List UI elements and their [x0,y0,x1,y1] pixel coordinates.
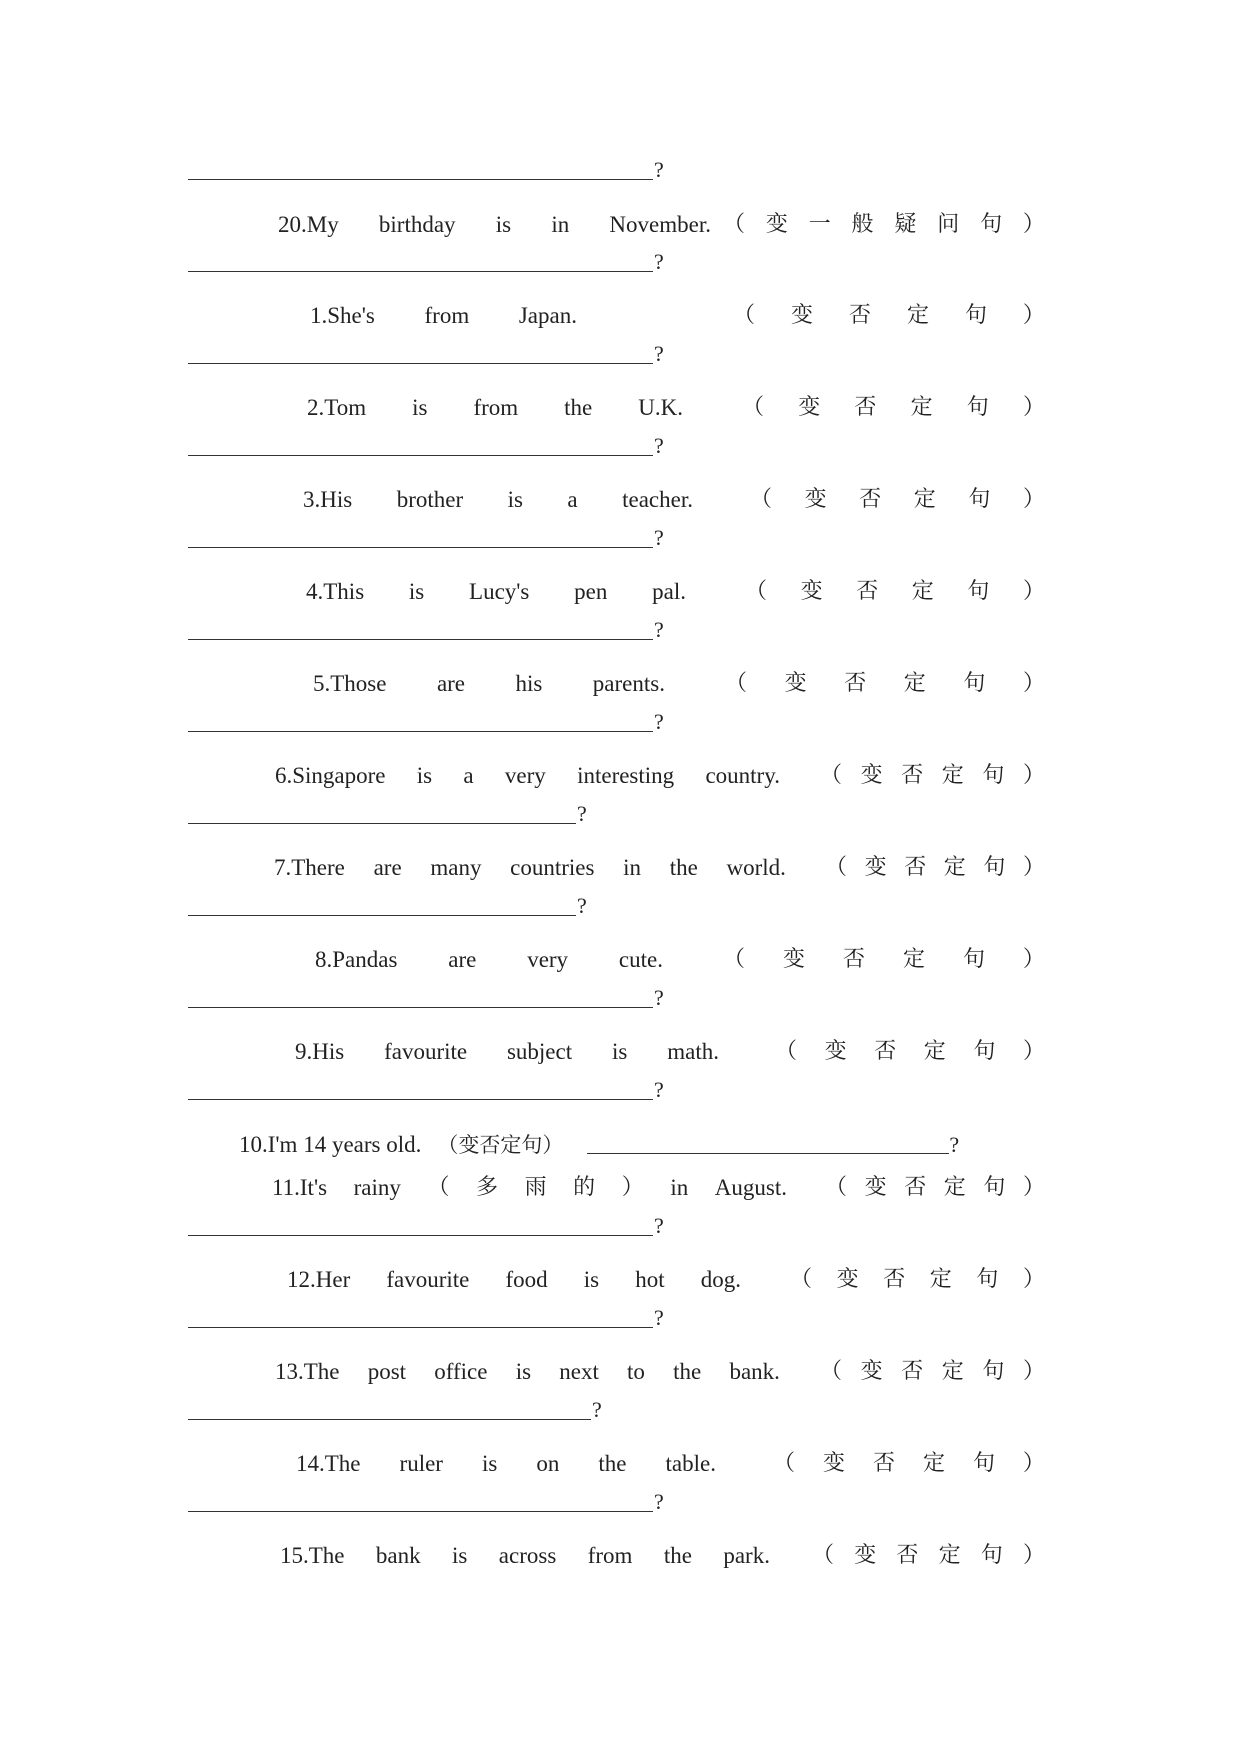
question-12 [0,1260,1241,1300]
question-word: 1.She's [310,303,375,328]
answer-line[interactable] [188,428,668,456]
question-word: is [515,1359,532,1384]
question-word: favourite [384,1039,468,1064]
question-word: food [505,1267,548,1292]
question-word: many [430,855,482,880]
question-word: are [436,671,466,696]
question-word: post [367,1359,407,1384]
question-word: August. [714,1175,787,1200]
instruction: （ 变 否 定 句 ） [825,1175,1045,1200]
instruction: （ 变 否 定 句 ） [725,671,1045,696]
question-mark: ? [654,249,664,274]
question-word: pen [574,579,608,604]
question-20 [0,205,1241,245]
question-word: the [663,1543,692,1568]
answer-line[interactable] [188,244,668,272]
question-mark: ? [654,341,664,366]
question-word: very [504,763,546,788]
question-word: on [536,1451,560,1476]
question-word: 15.The [280,1543,345,1568]
question-mark: ? [654,709,664,734]
question-word: pal. [652,579,686,604]
question-word: parents. [592,671,665,696]
question-word: 多 [476,1175,499,1200]
question-word: bank [375,1543,421,1568]
question-14 [0,1444,1241,1484]
question-15 [0,1536,1241,1576]
question-word: rainy [353,1175,401,1200]
instruction: （ 变 一 般 疑 问 句 ） [723,212,1045,237]
question-word: country. [705,763,780,788]
question-word: are [373,855,402,880]
answer-line[interactable] [188,336,668,364]
question-word: favourite [386,1267,470,1292]
question-word: 的 [573,1175,596,1200]
instruction: （ 变 否 定 句 ） [745,579,1045,604]
answer-line[interactable] [188,612,668,640]
question-word: 11.It's [272,1175,328,1200]
question-word: park. [723,1543,770,1568]
question-mark: ? [654,1489,664,1514]
question-8 [0,940,1241,980]
question-word: subject [506,1039,573,1064]
answer-line[interactable] [188,1392,608,1420]
question-word: 雨 [524,1175,547,1200]
question-word: very [527,947,569,972]
question-word: U.K. [638,395,683,420]
instruction: （ 变 否 定 句 ） [750,487,1045,512]
answer-line[interactable] [188,980,668,1008]
question-word: Lucy's [469,579,530,604]
question-word: 20.My [278,212,339,237]
question-word: Japan. [518,303,577,328]
question-2 [0,388,1241,428]
question-word: to [627,1359,645,1384]
question-word: office [434,1359,488,1384]
instruction: （ 变 否 定 句 ） [790,1267,1045,1292]
question-word: 14.The [296,1451,361,1476]
question-4 [0,572,1241,612]
question-7 [0,848,1241,888]
question-word: birthday [378,212,456,237]
question-mark: ? [654,433,664,458]
question-mark: ? [654,985,664,1010]
instruction: （ 变 否 定 句 ） [775,1039,1045,1064]
question-word: across [498,1543,557,1568]
question-word: dog. [700,1267,741,1292]
answer-line[interactable] [188,1484,668,1512]
question-word: brother [396,487,464,512]
question-word: the [673,1359,702,1384]
question-word: 8.Pandas [315,947,398,972]
question-mark: ? [654,525,664,550]
question-word: his [515,671,543,696]
question-word: ruler [399,1451,443,1476]
question-word: 5.Those [313,671,387,696]
question-word: is [482,1451,498,1476]
instruction: （变否定句） [437,1133,564,1157]
question-word: is [495,212,512,237]
question-word: in [623,855,642,880]
question-word: （ [427,1175,450,1200]
question-word: is [507,487,523,512]
question-word: the [598,1451,627,1476]
answer-line[interactable] [188,1208,668,1236]
question-9 [0,1032,1241,1072]
instruction: （ 变 否 定 句 ） [723,947,1045,972]
question-word: is [452,1543,468,1568]
question-word: 6.Singapore [275,763,386,788]
question-word: from [424,303,470,328]
answer-line[interactable] [188,1072,668,1100]
question-word: math. [667,1039,719,1064]
question-word: hot [635,1267,665,1292]
instruction: （ 变 否 定 句 ） [820,1359,1045,1384]
question-5 [0,664,1241,704]
question-word: ） [621,1175,644,1200]
question-mark: ? [577,893,587,918]
answer-line[interactable] [188,1300,668,1328]
instruction: （ 变 否 定 句 ） [742,395,1045,420]
instruction: （ 变 否 定 句 ） [825,855,1045,880]
question-word: is [612,1039,628,1064]
answer-line[interactable] [188,520,668,548]
instruction: （ 变 否 定 句 ） [773,1451,1045,1476]
question-word: interesting [577,763,675,788]
question-word: countries [510,855,595,880]
question-word: 2.Tom [307,395,367,420]
answer-line[interactable] [188,152,668,180]
instruction: （ 变 否 定 句 ） [733,303,1045,328]
question-word: in [551,212,570,237]
question-word: is [416,763,433,788]
question-mark: ? [654,157,664,182]
question-word: the [669,855,698,880]
question-word: table. [665,1451,716,1476]
answer-line[interactable] [188,796,588,824]
question-word: in [670,1175,689,1200]
answer-blank[interactable] [587,1129,949,1154]
question-word: cute. [618,947,663,972]
question-word: are [448,947,477,972]
question-mark: ? [949,1132,960,1157]
question-word: 12.Her [287,1267,351,1292]
question-3 [0,480,1241,520]
question-1 [0,296,1241,336]
question-word: 7.There [274,855,345,880]
question-word: November. [609,212,711,237]
question-word: is [408,579,425,604]
answer-line[interactable] [188,704,668,732]
instruction: （ 变 否 定 句 ） [812,1543,1045,1568]
question-mark: ? [592,1397,602,1422]
question-10 [239,1125,959,1165]
question-sentence: 10.I'm 14 years old. [239,1132,422,1157]
question-word: next [559,1359,599,1384]
question-word: 4.This [306,579,365,604]
instruction: （ 变 否 定 句 ） [820,763,1045,788]
question-word: a [567,487,578,512]
question-word: teacher. [622,487,693,512]
question-mark: ? [654,1305,664,1330]
question-word: 13.The [275,1359,340,1384]
question-word: 3.His [303,487,353,512]
question-11 [0,1168,1241,1208]
question-word: the [564,395,593,420]
question-word: from [473,395,519,420]
question-mark: ? [654,617,664,642]
question-mark: ? [654,1213,664,1238]
question-word: is [583,1267,600,1292]
question-mark: ? [577,801,587,826]
question-word: from [587,1543,633,1568]
question-13 [0,1352,1241,1392]
question-word: bank. [729,1359,780,1384]
question-mark: ? [654,1077,664,1102]
answer-line[interactable] [188,888,588,916]
question-word: is [412,395,428,420]
question-word: 9.His [295,1039,345,1064]
question-word: a [463,763,474,788]
question-word: world. [726,855,786,880]
question-6 [0,756,1241,796]
